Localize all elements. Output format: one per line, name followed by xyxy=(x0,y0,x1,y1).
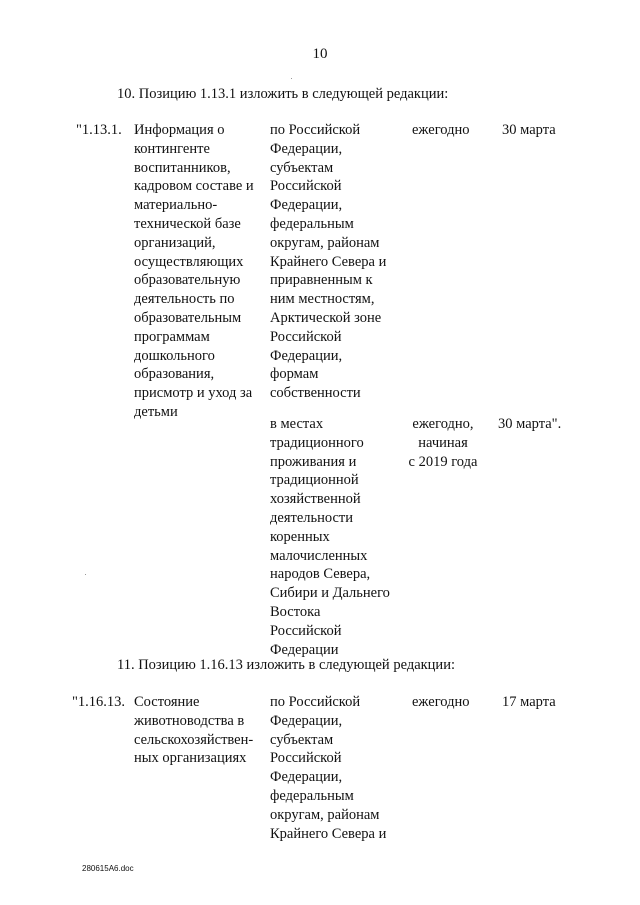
entry-breakdown: по Российской Федерации, субъектам Российской Федерации, федеральным округам, районам Крайнего Севера и приравненным к ним местностям, Арктической зоне Российской Федерации, формам собственности xyxy=(270,122,387,402)
entry-name: Состояние животноводства в сельскохозяйствен- ных организациях xyxy=(134,694,254,767)
entry-period-2: ежегодно, начиная с 2019 года xyxy=(408,416,478,470)
document-filename: 280615A6.doc xyxy=(82,864,134,873)
entry-number: "1.13.1. xyxy=(76,122,122,138)
entry-date: 17 марта xyxy=(502,694,556,710)
entry-period: ежегодно xyxy=(412,122,470,138)
entry-date-2: 30 марта". xyxy=(498,416,562,432)
entry-breakdown-2: в местах традиционного проживания и традиционной хозяйственной деятельности коренных малочисленных народов Севера, Сибири и Дальнего Востока Российской Федерации xyxy=(270,416,390,658)
page-number: 10 xyxy=(312,46,328,62)
entry-number: "1.16.13. xyxy=(72,694,126,710)
instruction-position-1-16-13: 11. Позицию 1.16.13 изложить в следующей редакции: xyxy=(117,657,455,673)
entry-name: Информация о контингенте воспитанников, кадровом составе и материально- технической базе организаций, осуществляющих образовательную деятельность по образовательным программам дошкольного образования, присмотр и уход за детьми xyxy=(134,122,254,420)
scan-speck xyxy=(291,78,292,79)
entry-period: ежегодно xyxy=(412,694,470,710)
scan-speck xyxy=(85,574,86,575)
entry-date: 30 марта xyxy=(502,122,556,138)
instruction-position-1-13-1: 10. Позицию 1.13.1 изложить в следующей редакции: xyxy=(117,86,449,102)
entry-breakdown: по Российской Федерации, субъектам Российской Федерации, федеральным округам, районам Крайнего Севера и xyxy=(270,694,387,842)
